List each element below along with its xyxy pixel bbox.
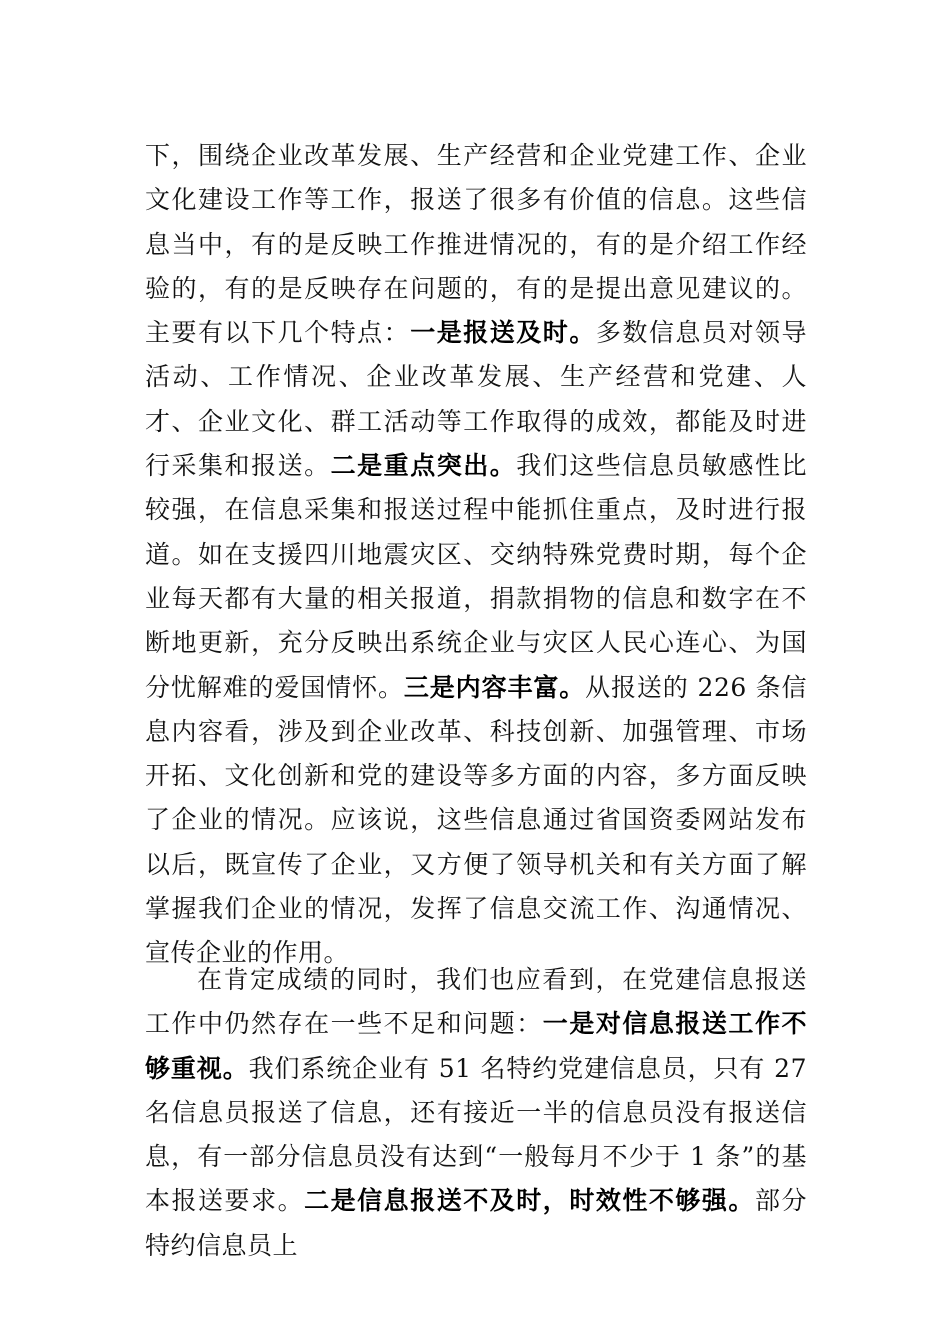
paragraph-problems <box>145 958 807 1268</box>
p1-text-3: 我们这些信息员敏感性比较强，在信息采集和报送过程中能抓住重点，及时进行报道。如在支援四川地震灾区、交纳特殊党费时期，每个企业每天都有大量的相关报道，捐款捐物的信息和数字在不断地更新，充分反映出系统企业与灾区人民心连心、为国分忧解难的爱国情怀。 <box>145 451 807 702</box>
p2-problem-2-heading: 二是信息报送不及时，时效性不够强。 <box>304 1186 755 1216</box>
p1-text-2: 多数信息员对领导活动、工作情况、企业改革发展、生产经营和党建、人才、企业文化、群工活动等工作取得的成效，都能及时进行采集和报送。 <box>145 318 807 481</box>
p2-text-3: 部分特约信息员上 <box>145 1186 807 1260</box>
p1-point-2-heading: 二是重点突出。 <box>330 451 517 481</box>
paragraph-achievements <box>145 134 807 976</box>
p1-text-4: 从报送的 226 条信息内容看，涉及到企业改革、科技创新、加强管理、市场开拓、文化创新和党的建设等多方面的内容，多方面反映了企业的情况。应该说，这些信息通过省国资委网站发布以后，既宣传了企业，又方便了领导机关和有关方面了解掌握我们企业的情况，发挥了信息交流工作、沟通情况、宣传企业的作用。 <box>145 672 807 968</box>
p2-text-1: 在肯定成绩的同时，我们也应看到，在党建信息报送工作中仍然存在一些不足和问题： <box>145 965 807 1039</box>
p1-point-3-heading: 三是内容丰富。 <box>403 672 586 702</box>
p2-text-2: 我们系统企业有 51 名特约党建信息员，只有 27 名信息员报送了信息，还有接近一半的信息员没有报送信息，有一部分信息员没有达到“一般每月不少于 1 条”的基本报送要求。 <box>145 1053 807 1216</box>
p1-text-1: 下，围绕企业改革发展、生产经营和企业党建工作、企业文化建设工作等工作，报送了很多有价值的信息。这些信息当中，有的是反映工作推进情况的，有的是介绍工作经验的，有的是反映存在问题的，有的是提出意见建议的。主要有以下几个特点： <box>145 141 807 348</box>
p2-problem-1-heading: 一是对信息报送工作不够重视。 <box>145 1009 807 1083</box>
p1-point-1-heading: 一是报送及时。 <box>410 318 596 348</box>
